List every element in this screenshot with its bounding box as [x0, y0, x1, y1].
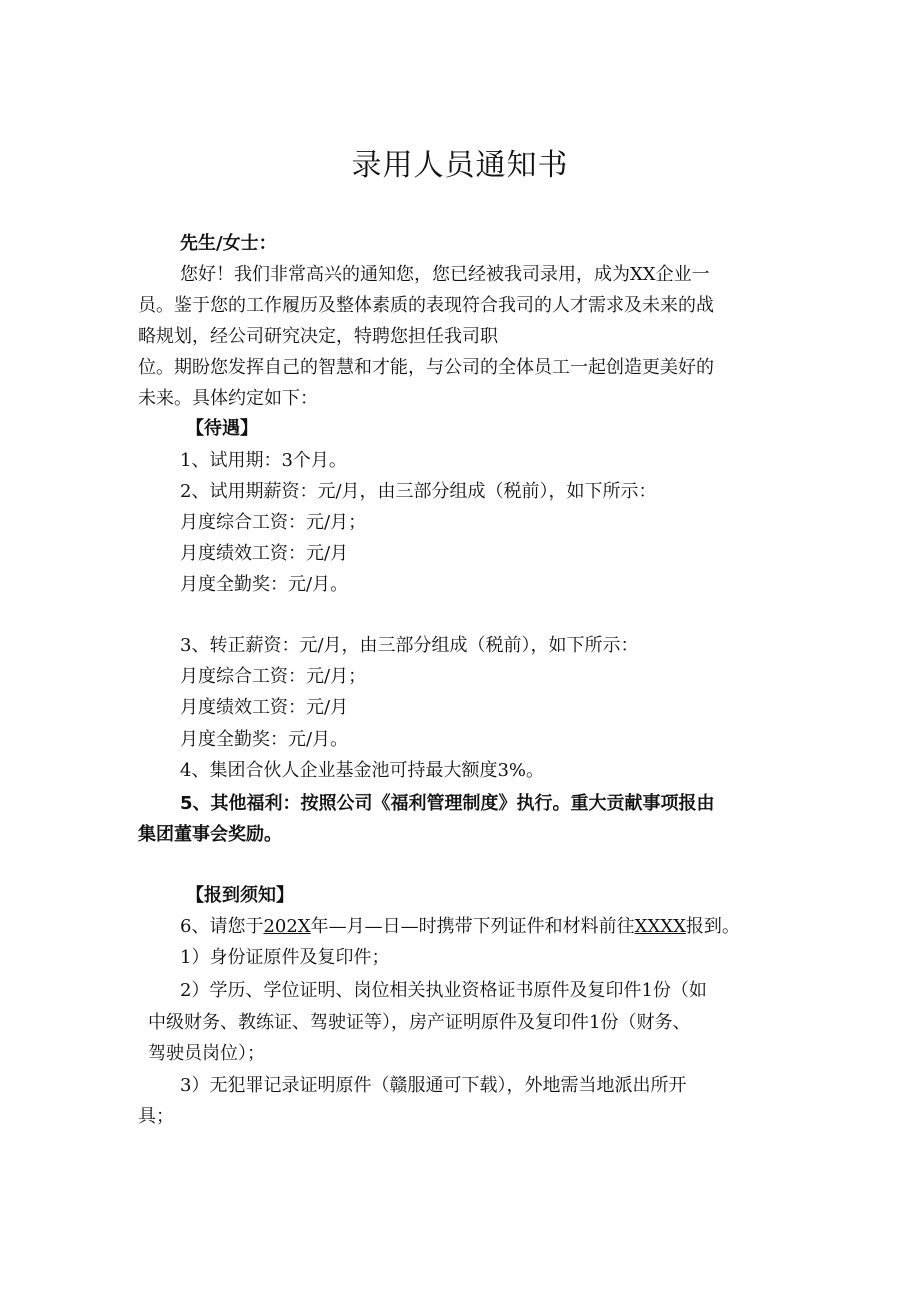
- report-item-6-mid: 年—月—日—时携带下列证件和材料前往: [310, 916, 635, 937]
- doc-item-3-line-1: 3）无犯罪记录证明原件（赣服通可下载），外地需当地派出所开: [180, 1075, 687, 1096]
- other-welfare-line-1: 5、其他福利：按照公司《福利管理制度》执行。重大贡献事项报由: [180, 793, 715, 814]
- report-item-6: [180, 916, 740, 938]
- greeting: 先生/女士：: [180, 233, 277, 254]
- probation-period: 1、试用期：3个月。: [180, 450, 347, 471]
- doc-item-1: 1）身份证原件及复印件；: [180, 947, 390, 968]
- intro-line-3: 略规划，经公司研究决定，特聘您担任我司职: [138, 326, 498, 347]
- report-item-6-post: 报到。: [685, 916, 740, 937]
- intro-line-1: 您好！我们非常高兴的通知您，您已经被我司录用，成为XX企业一: [180, 264, 710, 285]
- regular-item: 月度全勤奖：元/月。: [180, 729, 349, 750]
- regular-item: 月度综合工资：元/月；: [180, 666, 367, 687]
- document-title: 录用人员通知书: [351, 148, 569, 183]
- doc-item-2-line-3: 驾驶员岗位）；: [148, 1043, 265, 1064]
- other-welfare-line-2: 集团董事会奖励。: [138, 824, 282, 845]
- doc-item-3-line-2: 具；: [138, 1106, 174, 1127]
- regular-salary: 3、转正薪资：元/月，由三部分组成（税前），如下所示：: [180, 635, 639, 656]
- intro-line-4: 位。期盼您发挥自己的智慧和才能，与公司的全体员工一起创造更美好的: [138, 357, 714, 378]
- report-heading: 【报到须知】: [186, 885, 294, 906]
- probation-item: 月度绩效工资：元/月: [180, 543, 349, 564]
- probation-item: 月度全勤奖：元/月。: [180, 574, 349, 595]
- regular-item: 月度绩效工资：元/月: [180, 697, 349, 718]
- doc-item-2-line-2: 中级财务、教练证、驾驶证等），房产证明原件及复印件1份（财务、: [148, 1012, 691, 1033]
- report-item-6-pre: 6、请您于: [180, 916, 264, 937]
- intro-line-5: 未来。具体约定如下：: [138, 388, 318, 409]
- benefits-heading: 【待遇】: [186, 418, 258, 439]
- probation-item: 月度综合工资：元/月；: [180, 512, 367, 533]
- intro-line-2: 员。鉴于您的工作履历及整体素质的表现符合我司的人才需求及未来的战: [138, 295, 714, 316]
- partner-fund: 4、集团合伙人企业基金池可持最大额度3%。: [180, 760, 545, 781]
- doc-item-2-line-1: 2）学历、学位证明、岗位相关执业资格证书原件及复印件1份（如: [180, 980, 707, 1001]
- probation-salary: 2、试用期薪资：元/月，由三部分组成（税前），如下所示：: [180, 481, 657, 502]
- report-place: XXXX: [634, 916, 686, 937]
- report-year: 202X: [263, 916, 311, 937]
